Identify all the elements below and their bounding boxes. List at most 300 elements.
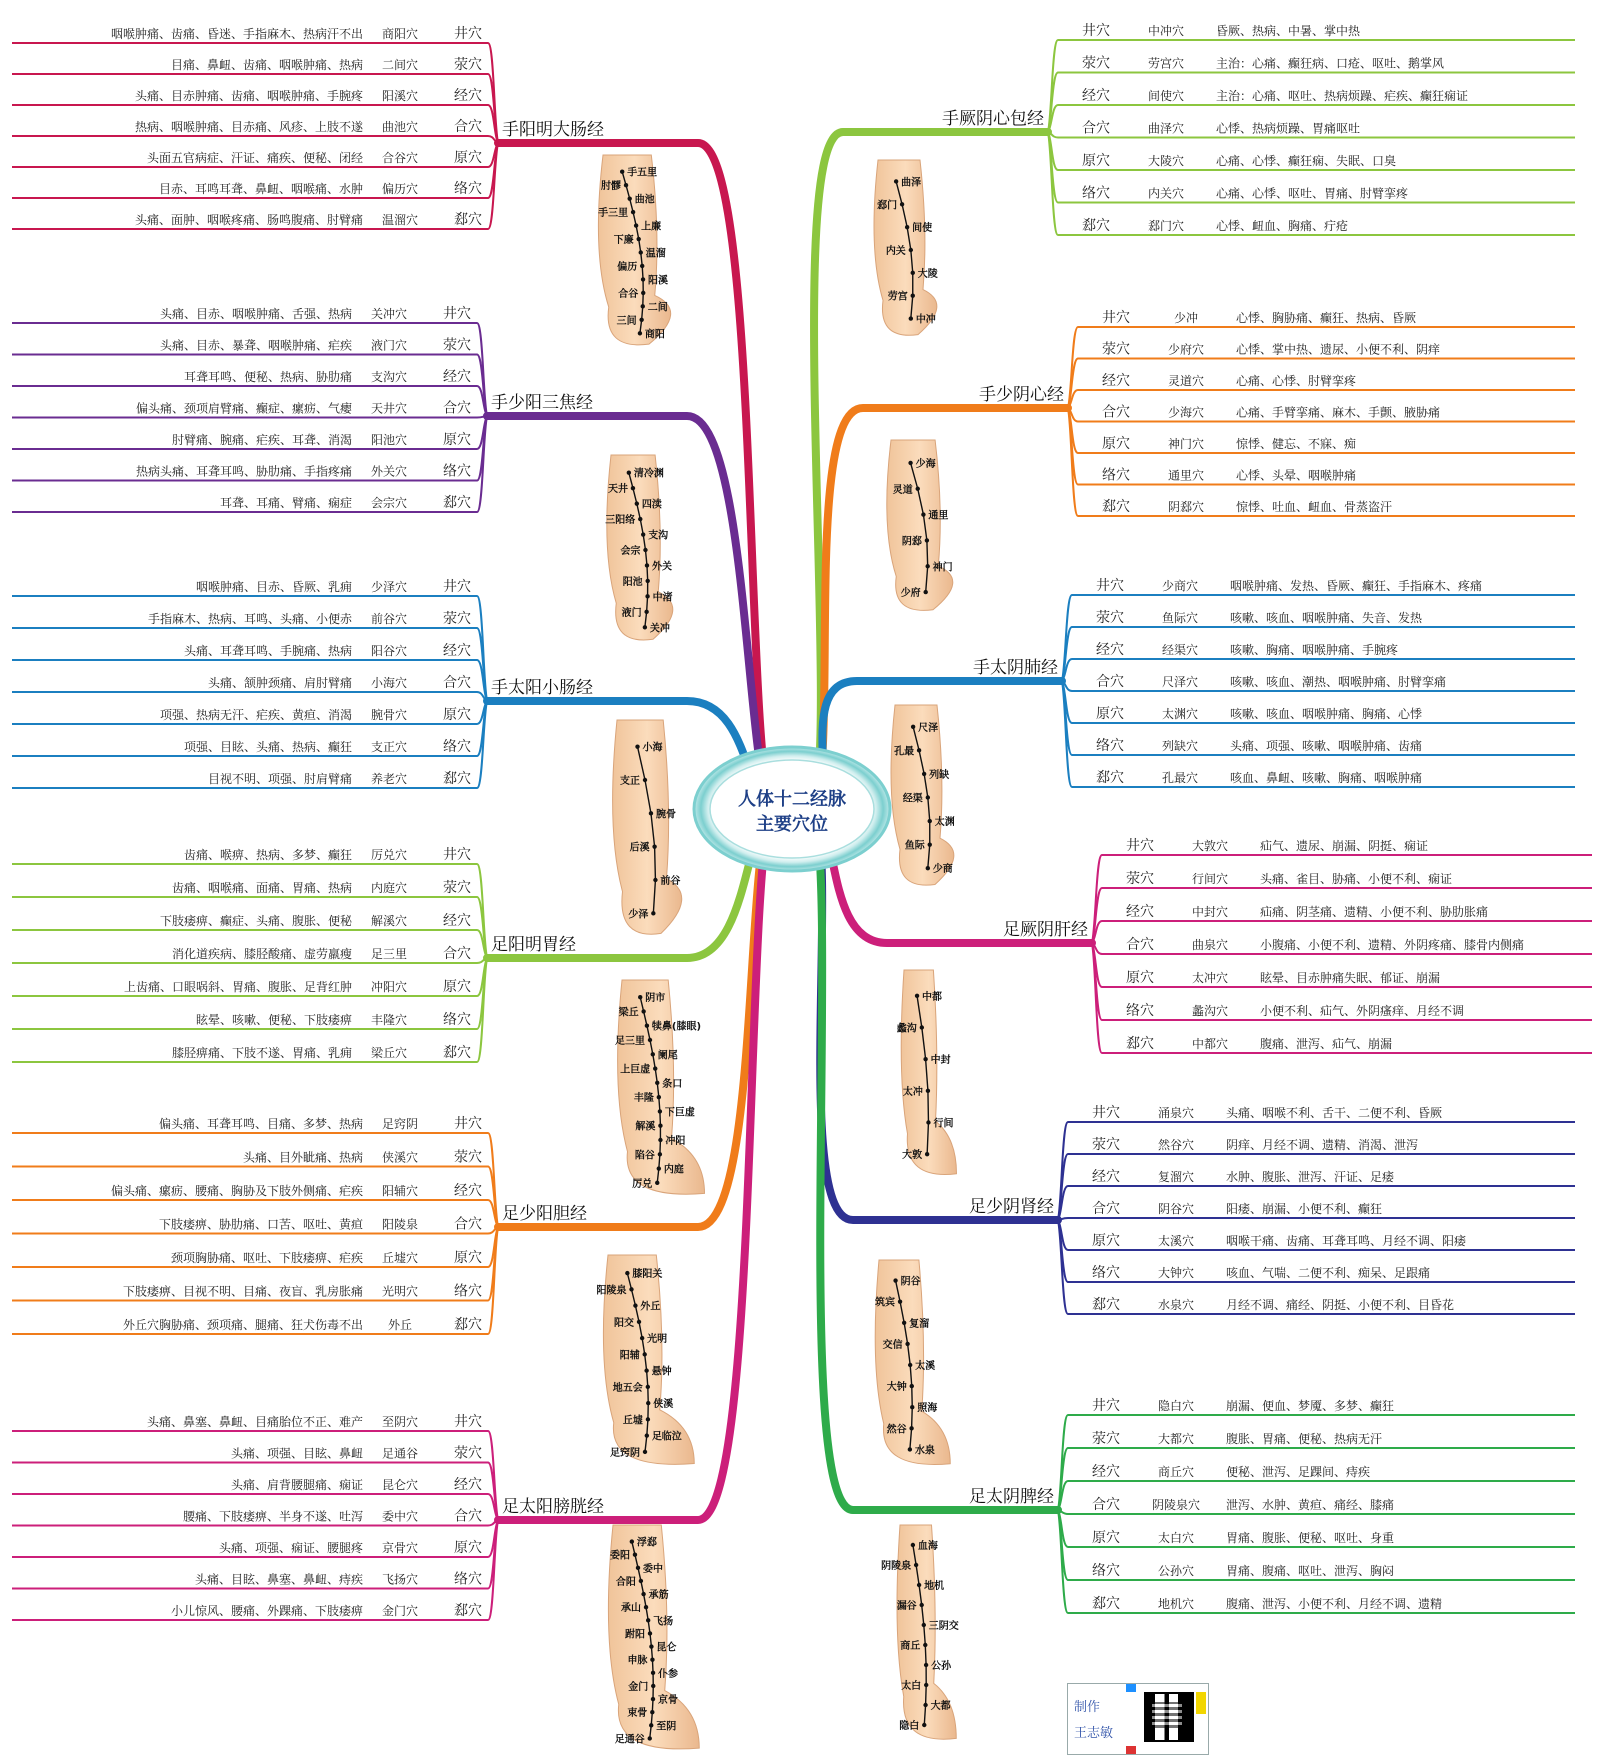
limb-acupoint-label: 天井 [607, 484, 628, 496]
acupoint-type: 络穴 [1082, 185, 1110, 202]
acupoint-indications: 疝气、遗尿、崩漏、阴挺、痫证 [1260, 839, 1429, 853]
acupoint-type: 井穴 [454, 1116, 482, 1132]
acupoint-name: 足窍阴 [381, 1117, 419, 1131]
acupoint-type: 井穴 [454, 1414, 482, 1430]
acupoint-name: 支正穴 [370, 740, 408, 754]
limb-acupoint-dot [908, 461, 912, 465]
credit-label: 制作 [1074, 1700, 1101, 1715]
acupoint-row [1068, 408, 1575, 516]
acupoint-type: 合穴 [443, 675, 471, 691]
limb-acupoint-dot [645, 1024, 649, 1028]
acupoint-indications: 上齿痛、口眼㖞斜、胃痛、腹胀、足背红肿 [123, 980, 352, 994]
acupoint-indications: 心悸、头晕、咽喉肿痛 [1236, 468, 1357, 483]
acupoint-row [1058, 1497, 1575, 1514]
limb-acupoint-dot [923, 1057, 927, 1061]
central-title-line2: 主要穴位 [756, 814, 828, 835]
row-underline [1092, 855, 1592, 943]
acupoint-type: 经穴 [454, 1183, 482, 1199]
limb-acupoint-label: 前谷 [660, 876, 681, 887]
limb-acupoint-label: 阳陵泉 [596, 1285, 627, 1297]
limb-illustration [897, 970, 957, 1174]
limb-acupoint-dot [649, 1644, 653, 1648]
limb-acupoint-label: 神门 [932, 562, 953, 574]
limb-acupoint-dot [909, 316, 913, 320]
limb-acupoint-dot [911, 1543, 915, 1547]
acupoint-indications: 咳血、气喘、二便不利、痴呆、足跟痛 [1226, 1266, 1431, 1280]
acupoint-row [12, 675, 487, 701]
acupoint-name: 曲池穴 [381, 120, 419, 134]
limb-acupoint-label: 郄门 [877, 200, 898, 212]
limb-illustration [615, 980, 705, 1194]
acupoint-indications: 胃痛、腹痛、呕吐、泄泻、胸闷 [1226, 1564, 1395, 1578]
limb-acupoint-label: 二间 [647, 302, 668, 314]
acupoint-indications: 咳血、鼻衄、咳嗽、胸痛、咽喉肿痛 [1230, 771, 1423, 785]
acupoint-type: 荥穴 [443, 337, 471, 354]
acupoint-name: 梁丘穴 [370, 1046, 408, 1060]
limb-acupoint-dot [625, 1271, 629, 1275]
acupoint-type: 荥穴 [443, 611, 471, 627]
acupoint-row [1092, 943, 1592, 1053]
limb-acupoint-label: 冲阳 [665, 1136, 686, 1147]
acupoint-type: 络穴 [443, 463, 471, 480]
acupoint-name: 冲阳穴 [370, 980, 408, 994]
limb-acupoint-dot [917, 748, 921, 752]
acupoint-row [1048, 121, 1575, 138]
meridian-name: 足厥阴肝经 [1003, 920, 1088, 940]
limb-acupoint-dot [900, 202, 904, 206]
acupoint-name: 飞扬穴 [381, 1572, 419, 1587]
limb-acupoint-dot [655, 1181, 659, 1185]
limb-acupoint-label: 丰隆 [633, 1093, 654, 1105]
acupoint-indications: 下肢痿痹、癫症、头痛、腹胀、便秘 [159, 914, 352, 928]
limb-acupoint-label: 公孙 [931, 1661, 952, 1672]
acupoint-name: 行间穴 [1191, 872, 1229, 886]
acupoint-row [12, 1116, 498, 1227]
limb-acupoint-label: 筑宾 [875, 1297, 896, 1309]
acupoint-row [1092, 838, 1592, 943]
row-underline [12, 864, 487, 958]
limb-acupoint-label: 手五里 [627, 167, 658, 179]
limb-acupoint-label: 厉兑 [632, 1178, 653, 1190]
acupoint-type: 原穴 [454, 1540, 482, 1556]
meridian-name: 手厥阴心包经 [942, 109, 1044, 129]
acupoint-name: 中都穴 [1191, 1037, 1229, 1051]
acupoint-name: 大钟穴 [1157, 1266, 1195, 1280]
acupoint-indications: 耳聋耳鸣、便秘、热病、胁肋痛 [183, 370, 352, 384]
acupoint-indications: 主治：心痛、呕吐、热病烦躁、疟疾、癫狂痫证 [1216, 89, 1469, 103]
acupoint-type: 井穴 [454, 26, 482, 42]
limb-acupoint-dot [905, 225, 909, 229]
acupoint-name: 鱼际穴 [1161, 611, 1199, 625]
limb-acupoint-dot [915, 994, 919, 998]
acupoint-indications: 心痛、心悸、癫狂痫、失眠、口臭 [1216, 154, 1397, 168]
limb-acupoint-label: 合谷 [618, 288, 639, 300]
limb-acupoint-dot [644, 1605, 648, 1609]
acupoint-name: 京骨穴 [381, 1541, 419, 1555]
limb-acupoint-label: 手三里 [598, 208, 629, 220]
acupoint-name: 复溜穴 [1157, 1170, 1195, 1184]
acupoint-indications: 偏头痛、耳聋耳鸣、目痛、多梦、热病 [158, 1117, 363, 1131]
limb-acupoint-label: 太溪 [915, 1361, 936, 1372]
acupoint-type: 郄穴 [1126, 1036, 1154, 1052]
acupoint-name: 列缺穴 [1161, 739, 1199, 753]
acupoint-indications: 热病、咽喉肿痛、目赤痛、风疹、上肢不遂 [134, 120, 363, 134]
limb-acupoint-dot [902, 1321, 906, 1325]
limb-acupoint-label: 下廉 [613, 235, 634, 247]
acupoint-indications: 便秘、泄泻、足踝间、痔疾 [1226, 1465, 1371, 1479]
limb-acupoint-dot [633, 1303, 637, 1307]
limb-acupoint-dot [645, 563, 649, 567]
limb-acupoint-label: 尺泽 [918, 722, 939, 734]
limb-acupoint-label: 中封 [930, 1055, 951, 1067]
limb-acupoint-label: 悬钟 [651, 1366, 672, 1378]
limb-acupoint-label: 内庭 [663, 1164, 684, 1176]
limb-acupoint-dot [655, 1081, 659, 1085]
limb-acupoint-label: 支沟 [648, 530, 669, 542]
limb-acupoint-label: 阴陵泉 [881, 1561, 912, 1572]
limb-acupoint-dot [636, 237, 640, 241]
acupoint-row [1048, 132, 1575, 235]
limb-acupoint-label: 地五会 [612, 1382, 643, 1394]
acupoint-name: 阴陵泉穴 [1151, 1498, 1201, 1512]
acupoint-indications: 偏头痛、瘰疬、腰痛、胸胁及下肢外侧痛、疟疾 [110, 1184, 363, 1198]
acupoint-indications: 阴痒、月经不调、遗精、消渴、泄泻 [1226, 1138, 1419, 1152]
acupoint-type: 原穴 [1092, 1233, 1120, 1249]
acupoint-type: 络穴 [1096, 738, 1124, 754]
acupoint-type: 经穴 [454, 88, 482, 104]
acupoint-name: 商丘穴 [1157, 1465, 1195, 1479]
acupoint-indications: 头痛、雀目、胁痛、小便不利、痫证 [1260, 872, 1453, 886]
acupoint-indications: 头痛、颔肿颈痛、肩肘臂痛 [207, 676, 352, 690]
acupoint-indications: 头痛、目眩、鼻塞、鼻衄、痔疾 [194, 1572, 363, 1587]
acupoint-name: 委中穴 [381, 1509, 419, 1524]
limb-acupoint-dot [923, 1703, 927, 1707]
row-underline [1062, 595, 1575, 681]
limb-acupoint-label: 孔最 [894, 746, 915, 758]
limb-acupoint-label: 金门 [628, 1681, 649, 1693]
limb-acupoint-label: 梁丘 [618, 1007, 639, 1019]
acupoint-indications: 心痛、心悸、肘臂挛疼 [1236, 374, 1357, 388]
meridian-name: 手少阴心经 [979, 385, 1064, 405]
acupoint-name: 少泽穴 [370, 580, 408, 594]
acupoint-name: 少府穴 [1167, 342, 1205, 357]
meridian-name: 足阳明胃经 [491, 935, 576, 955]
limb-acupoint-dot [641, 291, 645, 295]
acupoint-indications: 头痛、目赤肿痛、齿痛、咽喉肿痛、手腕疼 [134, 89, 363, 103]
limb-acupoint-label: 大敦 [902, 1150, 923, 1162]
limb-acupoint-label: 漏谷 [896, 1601, 917, 1612]
acupoint-type: 原穴 [454, 150, 482, 166]
acupoint-row [12, 946, 487, 963]
acupoint-row [12, 847, 487, 958]
limb-acupoint-label: 上廉 [641, 221, 662, 233]
acupoint-name: 侠溪穴 [381, 1150, 419, 1165]
acupoint-name: 大陵穴 [1147, 154, 1185, 168]
acupoint-row [12, 401, 487, 418]
limb-acupoint-label: 外丘 [640, 1301, 661, 1313]
acupoint-row [1068, 373, 1575, 408]
limb-acupoint-label: 仆参 [658, 1668, 679, 1680]
limb-acupoint-dot [631, 210, 635, 214]
limb-acupoint-label: 阴谷 [900, 1276, 921, 1288]
acupoint-name: 腕骨穴 [370, 708, 408, 722]
limb-acupoint-label: 会宗 [620, 546, 641, 557]
limb-acupoint-label: 飞扬 [653, 1616, 674, 1628]
limb-acupoint-dot [909, 1426, 913, 1430]
acupoint-name: 灵道穴 [1167, 374, 1205, 388]
acupoint-name: 关冲穴 [370, 307, 408, 321]
limb-acupoint-label: 阑尾 [657, 1050, 678, 1062]
acupoint-name: 公孙穴 [1157, 1564, 1195, 1578]
acupoint-type: 原穴 [1082, 153, 1110, 169]
acupoint-indications: 泄泻、水肿、黄疸、痛经、膝痛 [1226, 1498, 1395, 1512]
limb-acupoint-dot [914, 1563, 918, 1567]
meridian-name: 手少阳三焦经 [491, 393, 593, 413]
acupoint-indications: 咳嗽、胸痛、咽喉肿痛、手腕疼 [1230, 643, 1399, 657]
acupoint-name: 太白穴 [1157, 1531, 1195, 1545]
limb-acupoint-label: 委中 [643, 1563, 664, 1575]
acupoint-name: 蠡沟穴 [1191, 1004, 1229, 1018]
limb-acupoint-dot [651, 1052, 655, 1056]
acupoint-name: 商阳穴 [381, 27, 419, 41]
limb-acupoint-label: 足临泣 [651, 1431, 682, 1443]
acupoint-type: 合穴 [1092, 1497, 1120, 1513]
limb-acupoint-dot [640, 1336, 644, 1340]
acupoint-row [12, 1509, 498, 1526]
limb-illustration [596, 1255, 694, 1464]
acupoint-row [1058, 1510, 1575, 1580]
limb-acupoint-dot [641, 304, 645, 308]
row-underline [12, 1133, 498, 1227]
limb-acupoint-dot [643, 1450, 647, 1454]
acupoint-row [1048, 23, 1575, 132]
limb-acupoint-dot [648, 1631, 652, 1635]
acupoint-name: 水泉穴 [1157, 1298, 1195, 1312]
acupoint-indications: 外丘穴胸胁痛、颈项痛、腿痛、狂犬伤毒不出 [122, 1318, 363, 1332]
acupoint-indications: 项强、目眩、头痛、热病、癫狂 [183, 740, 352, 754]
acupoint-indications: 头痛、项强、目眩、鼻衄 [230, 1446, 363, 1461]
limb-illustration [605, 455, 673, 640]
row-underline [1048, 40, 1575, 132]
acupoint-type: 荥穴 [1096, 610, 1124, 626]
credit-yellow-mark [1196, 1692, 1206, 1714]
limb-illustration [874, 1260, 950, 1464]
limb-acupoint-label: 曲池 [634, 194, 655, 206]
acupoint-type: 络穴 [454, 181, 482, 197]
acupoint-indications: 偏头痛、颈项肩臂痛、癫症、瘰疬、气瘿 [135, 401, 352, 416]
limb-acupoint-dot [650, 1710, 654, 1714]
limb-acupoint-dot [905, 1342, 909, 1346]
limb-acupoint-label: 商阳 [644, 329, 665, 341]
acupoint-indications: 目痛、鼻衄、齿痛、咽喉肿痛、热病 [170, 58, 363, 72]
acupoint-name: 足三里 [370, 947, 408, 961]
acupoint-type: 井穴 [1102, 310, 1130, 326]
acupoint-type: 荥穴 [1126, 871, 1154, 887]
acupoint-indications: 咽喉干痛、齿痛、耳聋耳鸣、月经不调、阳痿 [1226, 1234, 1467, 1248]
limb-acupoint-label: 偏历 [617, 261, 638, 273]
limb-acupoint-label: 蠡沟 [896, 1023, 917, 1035]
limb-acupoint-label: 申脉 [627, 1655, 648, 1667]
limb-acupoint-dot [923, 1643, 927, 1647]
acupoint-name: 天井穴 [370, 401, 408, 416]
limb-acupoint-dot [644, 610, 648, 614]
acupoint-name: 金门穴 [381, 1604, 419, 1618]
acupoint-row [1058, 1201, 1575, 1220]
acupoint-type: 络穴 [443, 739, 471, 755]
limb-acupoint-label: 行间 [933, 1118, 954, 1130]
limb-acupoint-label: 少府 [900, 588, 921, 600]
acupoint-type: 原穴 [443, 432, 471, 448]
acupoint-indications: 咽喉肿痛、目赤、昏厥、乳痈 [195, 580, 352, 594]
meridian-name: 手太阴肺经 [973, 658, 1058, 678]
acupoint-indications: 目视不明、项强、肘肩臂痛 [207, 772, 352, 786]
acupoint-type: 合穴 [454, 119, 482, 135]
limb-acupoint-label: 昆仑 [656, 1642, 677, 1654]
limb-illustration [608, 1525, 699, 1749]
limb-acupoint-label: 四渎 [641, 499, 662, 511]
acupoint-name: 然谷穴 [1157, 1138, 1195, 1152]
acupoint-type: 郄穴 [454, 1317, 482, 1333]
limb-acupoint-label: 交信 [882, 1339, 903, 1351]
meridian-name: 足少阴肾经 [969, 1197, 1054, 1217]
row-underline [12, 692, 487, 701]
acupoint-type: 合穴 [1082, 120, 1110, 137]
limb-acupoint-dot [639, 318, 643, 322]
acupoint-type: 经穴 [1126, 904, 1154, 920]
limb-acupoint-label: 太白 [901, 1681, 922, 1692]
limb-acupoint-label: 列缺 [929, 769, 950, 781]
limb-acupoint-dot [638, 995, 642, 999]
acupoint-type: 经穴 [443, 369, 471, 385]
limb-acupoint-label: 跗阳 [624, 1629, 645, 1641]
acupoint-indications: 心悸、热病烦躁、胃痛呕吐 [1216, 121, 1361, 136]
acupoint-type: 合穴 [1126, 937, 1154, 953]
limb-acupoint-dot [911, 271, 915, 275]
acupoint-type: 络穴 [1102, 467, 1130, 484]
limb-acupoint-dot [658, 1152, 662, 1156]
limb-acupoint-dot [926, 866, 930, 870]
acupoint-name: 太渊穴 [1161, 707, 1199, 721]
acupoint-indications: 咳嗽、咳血、咽喉肿痛、胸痛、心悸 [1230, 707, 1423, 721]
limb-acupoint-dot [658, 1109, 662, 1113]
acupoint-indications: 目赤、耳鸣耳聋、鼻衄、咽喉痛、水肿 [158, 182, 363, 196]
limb-acupoint-dot [645, 594, 649, 598]
acupoint-name: 足通谷 [381, 1446, 419, 1461]
limb-acupoint-dot [921, 512, 925, 516]
limb-acupoint-label: 太冲 [902, 1086, 923, 1098]
limb-illustration [598, 155, 671, 345]
acupoint-name: 液门穴 [370, 338, 408, 353]
acupoint-name: 小海穴 [370, 676, 408, 690]
acupoint-type: 络穴 [1092, 1265, 1120, 1281]
acupoint-name: 郄门穴 [1147, 219, 1185, 233]
limb-acupoint-label: 然谷 [886, 1424, 907, 1436]
acupoint-row [1058, 1398, 1575, 1510]
limb-acupoint-dot [653, 878, 657, 882]
acupoint-type: 荥穴 [454, 1445, 482, 1462]
limb-acupoint-dot [646, 1417, 650, 1421]
acupoint-indications: 小腹痛、小便不利、遗精、外阴疼痛、膝骨内侧痛 [1260, 938, 1525, 952]
acupoint-row [12, 1520, 498, 1620]
acupoint-type: 原穴 [1102, 436, 1130, 452]
limb-acupoint-dot [627, 471, 631, 475]
limb-acupoint-label: 承筋 [648, 1590, 669, 1602]
acupoint-type: 井穴 [443, 306, 471, 322]
limb-acupoint-dot [648, 1038, 652, 1042]
limb-acupoint-dot [928, 842, 932, 846]
limb-acupoint-dot [925, 564, 929, 568]
acupoint-indications: 惊悸、吐血、衄血、骨蒸盗汗 [1236, 500, 1393, 514]
acupoint-indications: 项强、热病无汗、疟疾、黄疸、消渴 [159, 708, 352, 722]
acupoint-name: 涌泉穴 [1157, 1106, 1195, 1120]
limb-acupoint-dot [916, 487, 920, 491]
limb-acupoint-label: 陷谷 [634, 1150, 655, 1162]
acupoint-indications: 心悸、掌中热、遗尿、小便不利、阴痒 [1236, 342, 1441, 357]
acupoint-indications: 惊悸、健忘、不寐、痴 [1236, 437, 1357, 451]
limb-acupoint-dot [652, 844, 656, 848]
limb-acupoint-label: 足通谷 [614, 1734, 645, 1746]
limb-acupoint-label: 京骨 [657, 1695, 678, 1707]
limb-acupoint-label: 关冲 [649, 623, 670, 635]
limb-acupoint-label: 大钟 [886, 1382, 907, 1394]
acupoint-type: 经穴 [1096, 642, 1124, 658]
acupoint-type: 郄穴 [1082, 218, 1110, 234]
limb-acupoint-label: 合阳 [615, 1576, 636, 1588]
limb-acupoint-label: 委阳 [609, 1550, 630, 1562]
limb-acupoint-label: 上巨虚 [620, 1064, 651, 1076]
acupoint-indications: 腹痛、泄泻、小便不利、月经不调、遗精 [1226, 1597, 1443, 1611]
row-underline [1058, 1415, 1575, 1510]
limb-acupoint-dot [641, 532, 645, 536]
acupoint-type: 经穴 [1092, 1464, 1120, 1480]
limb-illustration [874, 160, 938, 335]
limb-acupoint-label: 小海 [642, 742, 663, 754]
acupoint-indications: 月经不调、痛经、阴挺、小便不利、目昏花 [1226, 1298, 1455, 1312]
acupoint-type: 荥穴 [1082, 55, 1110, 72]
limb-acupoint-label: 光明 [647, 1334, 668, 1346]
acupoint-indications: 肘臂痛、腕痛、疟疾、耳聋、消渴 [171, 433, 352, 447]
limb-acupoint-dot [926, 795, 930, 799]
limb-acupoint-dot [922, 1723, 926, 1727]
row-underline [12, 1431, 498, 1520]
acupoint-type: 络穴 [454, 1571, 482, 1588]
limb-acupoint-dot [646, 1385, 650, 1389]
limb-acupoint-dot [924, 1683, 928, 1687]
limb-acupoint-label: 内关 [885, 246, 906, 257]
acupoint-name: 少冲 [1173, 311, 1199, 325]
acupoint-type: 经穴 [443, 913, 471, 929]
acupoint-indications: 咳嗽、咳血、潮热、咽喉肿痛、肘臂挛痛 [1230, 675, 1447, 689]
acupoint-type: 原穴 [443, 707, 471, 723]
acupoint-name: 经渠穴 [1161, 643, 1199, 657]
limb-acupoint-dot [653, 1066, 657, 1070]
limb-acupoint-dot [630, 1539, 634, 1543]
limb-acupoint-dot [643, 1352, 647, 1356]
limb-acupoint-dot [638, 517, 642, 521]
row-underline [1058, 1218, 1575, 1220]
acupoint-indications: 齿痛、喉痹、热病、多梦、癫狂 [183, 848, 352, 862]
author-credit [1067, 1683, 1209, 1755]
limb-acupoint-dot [643, 778, 647, 782]
limb-acupoint-label: 温溜 [645, 248, 666, 260]
credit-blue-mark [1126, 1684, 1136, 1692]
limb-acupoint-dot [643, 625, 647, 629]
limb-acupoint-dot [911, 294, 915, 298]
limb-acupoint-dot [925, 538, 929, 542]
limb-acupoint-label: 支正 [619, 776, 640, 787]
central-title-line1: 人体十二经脉 [738, 789, 846, 810]
meridian-name: 足太阳膀胱经 [502, 1497, 604, 1517]
